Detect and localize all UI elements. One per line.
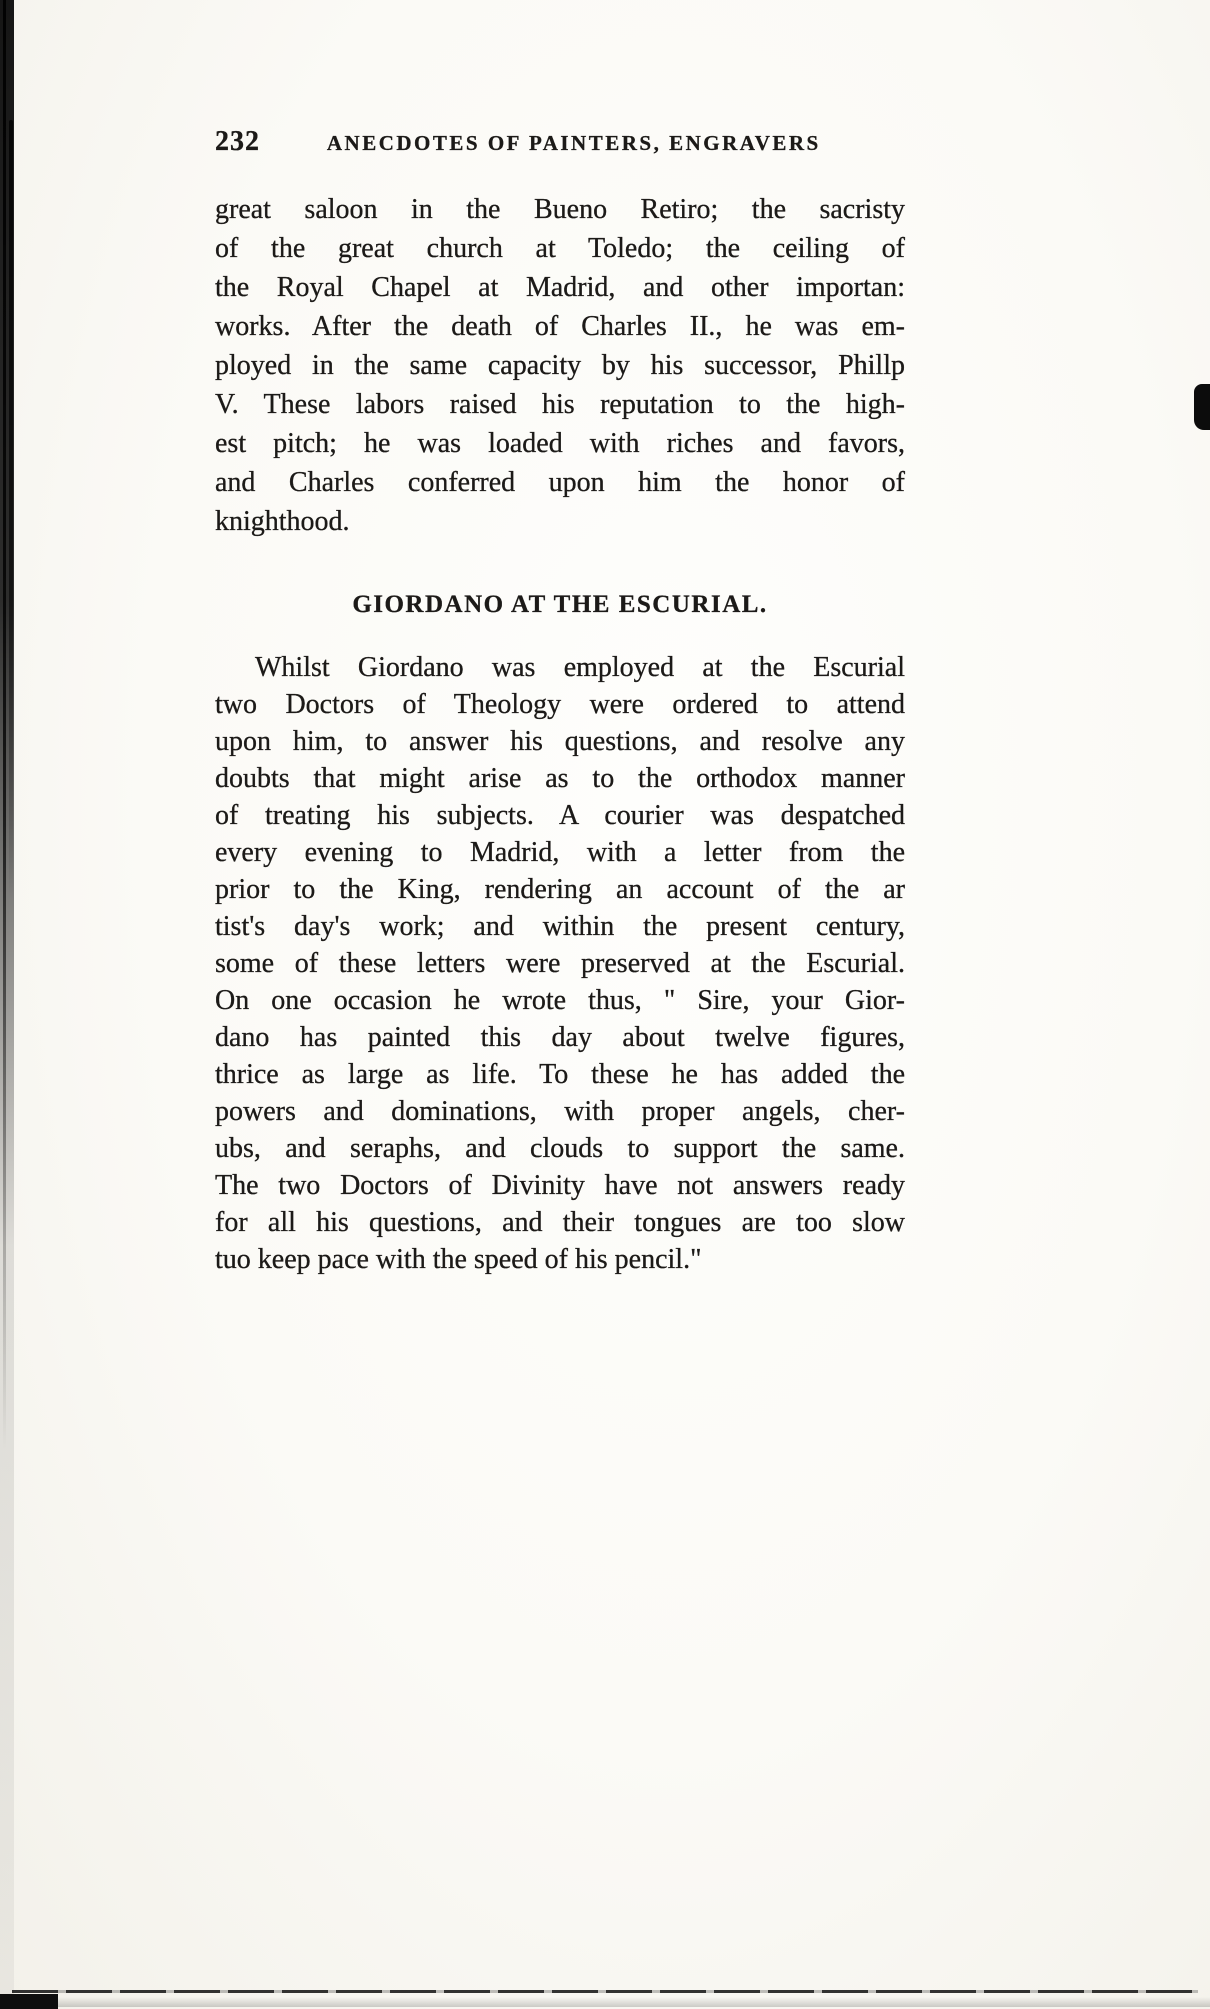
text-column bbox=[215, 126, 905, 1278]
text-line: great saloon in the Bueno Retiro; the sacristy bbox=[215, 194, 905, 225]
paragraph-2 bbox=[215, 649, 905, 1278]
text-line: prior to the King, rendering an account of the ar bbox=[215, 874, 905, 905]
bottom-left-corner-mark bbox=[0, 1994, 58, 2009]
text-line: On one occasion he wrote thus, " Sire, your Gior- bbox=[215, 985, 905, 1016]
text-line: V. These labors raised his reputation to the high- bbox=[215, 389, 905, 420]
text-line: ubs, and seraphs, and clouds to support the same. bbox=[215, 1133, 905, 1164]
text-line: for all his questions, and their tongues are too slow bbox=[215, 1207, 905, 1238]
bottom-page-shadow bbox=[0, 1997, 1210, 2007]
paragraph-1 bbox=[215, 190, 905, 541]
text-line: of the great church at Toledo; the ceiling of bbox=[215, 233, 905, 264]
text-line: and Charles conferred upon him the honor of bbox=[215, 467, 905, 498]
running-title: ANECDOTES OF PAINTERS, ENGRAVERS bbox=[326, 131, 821, 155]
scan-streak-left-2 bbox=[9, 120, 13, 900]
text-line: Whilst Giordano was employed at the Escurial bbox=[255, 652, 905, 683]
binding-shadow bbox=[0, 0, 14, 2009]
text-line: powers and dominations, with proper angels, cher- bbox=[215, 1096, 905, 1127]
text-line: doubts that might arise as to the orthodox manner bbox=[215, 763, 905, 794]
text-line: dano has painted this day about twelve figures, bbox=[215, 1022, 905, 1053]
text-line: of treating his subjects. A courier was despatched bbox=[215, 800, 905, 831]
text-line: ployed in the same capacity by his successor, Phillp bbox=[215, 350, 905, 381]
text-line: every evening to Madrid, with a letter from the bbox=[215, 837, 905, 868]
running-header bbox=[215, 126, 905, 160]
text-line: The two Doctors of Divinity have not answers ready bbox=[215, 1170, 905, 1201]
text-line: some of these letters were preserved at the Escurial. bbox=[215, 948, 905, 979]
text-line: knighthood. bbox=[215, 506, 350, 537]
page-number: 232 bbox=[215, 126, 260, 157]
text-line: two Doctors of Theology were ordered to attend bbox=[215, 689, 905, 720]
text-line: the Royal Chapel at Madrid, and other importan: bbox=[215, 272, 905, 303]
scan-streak-left bbox=[3, 0, 6, 1450]
text-line: works. After the death of Charles II., he was em- bbox=[215, 311, 905, 342]
bottom-scan-line bbox=[12, 1990, 1198, 1993]
text-line: tist's day's work; and within the present century, bbox=[215, 911, 905, 942]
scan-mark-right-edge bbox=[1194, 384, 1210, 430]
text-line: est pitch; he was loaded with riches and favors, bbox=[215, 428, 905, 459]
text-line: upon him, to answer his questions, and resolve any bbox=[215, 726, 905, 757]
section-heading: GIORDANO AT THE ESCURIAL. bbox=[352, 591, 768, 618]
text-line: tuo keep pace with the speed of his pencil." bbox=[215, 1244, 702, 1275]
text-line: thrice as large as life. To these he has added the bbox=[215, 1059, 905, 1090]
